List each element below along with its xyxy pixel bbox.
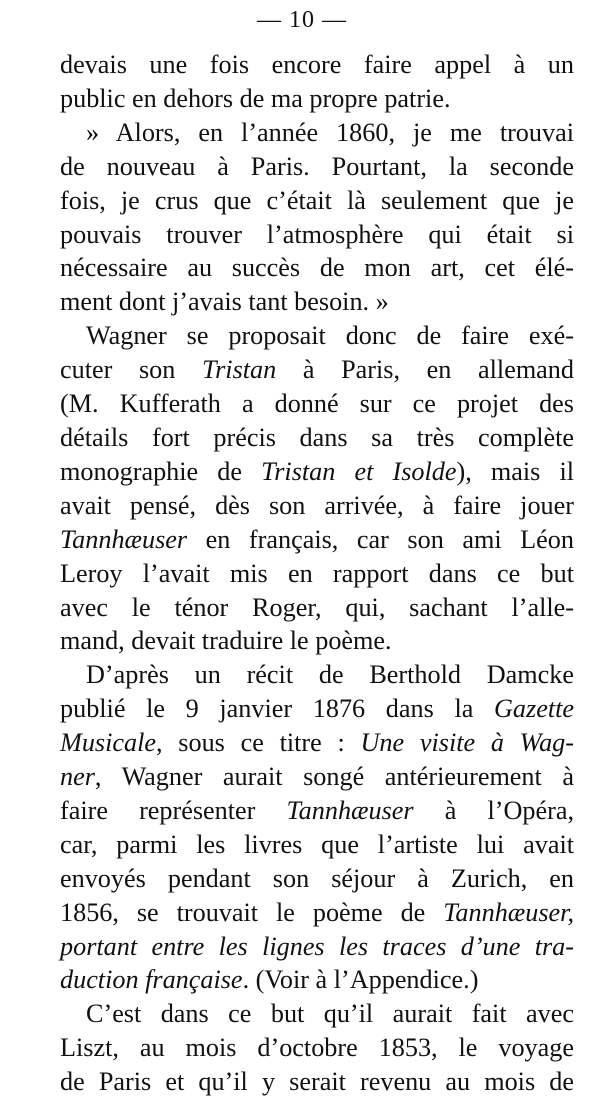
text-segment: fois, je crus que c’était là seulement que je xyxy=(60,185,574,215)
text-segment: à Paris, en allemand xyxy=(276,355,574,385)
text-segment: nécessaire au succès de mon art, cet élé- xyxy=(60,253,574,283)
text-line xyxy=(60,726,574,760)
italic-text: Tannhæuser xyxy=(286,795,414,825)
text-segment: (M. Kufferath a donné sur ce projet des xyxy=(60,389,574,419)
text-line xyxy=(60,557,574,591)
text-segment: , Wagner aurait songé antérieurement à xyxy=(94,762,574,792)
text-line xyxy=(60,319,574,353)
text-line xyxy=(60,387,574,421)
text-segment: à l’Opéra, xyxy=(413,795,574,825)
text-segment: 1856, se trouvait le poème de xyxy=(60,897,444,927)
text-line xyxy=(60,251,574,285)
text-segment: . (Voir à l’Appendice.) xyxy=(242,965,479,995)
italic-text: Tristan xyxy=(201,355,277,385)
text-segment: Liszt, au mois d’octobre 1853, le voyage xyxy=(60,1033,574,1063)
text-line xyxy=(60,82,574,116)
italic-text: duction française xyxy=(60,965,243,995)
text-line xyxy=(60,523,574,557)
text-segment: D’après un récit de Berthold Damcke xyxy=(86,660,574,690)
text-line xyxy=(60,48,574,82)
text-line xyxy=(60,150,574,184)
text-line xyxy=(60,489,574,523)
italic-text: Musicale xyxy=(60,728,156,758)
italic-text: portant entre les lignes les traces d’une tra- xyxy=(60,931,574,961)
text-segment: avait pensé, dès son arrivée, à faire jouer xyxy=(60,490,574,520)
text-line xyxy=(60,455,574,489)
text-line xyxy=(60,896,574,930)
text-segment: détails fort précis dans sa très complète xyxy=(60,422,574,452)
text-segment: C’est dans ce but qu’il aurait fait avec xyxy=(86,999,574,1029)
text-line xyxy=(60,658,574,692)
text-segment: ), mais il xyxy=(456,456,575,486)
text-segment: public en dehors de ma propre patrie. xyxy=(60,83,451,113)
text-line xyxy=(60,760,574,794)
text-line xyxy=(60,285,574,319)
text-segment: avec le ténor Roger, qui, sachant l’alle- xyxy=(60,592,574,622)
body-text xyxy=(60,48,574,1099)
text-segment: publié le 9 janvier 1876 dans la xyxy=(60,694,494,724)
text-line xyxy=(60,116,574,150)
text-line xyxy=(60,794,574,828)
text-segment: Wagner se proposait donc de faire exé- xyxy=(86,321,574,351)
text-segment: envoyés pendant son séjour à Zurich, en xyxy=(60,863,574,893)
italic-text: Une visite à Wag- xyxy=(360,728,574,758)
text-line xyxy=(60,997,574,1031)
text-line xyxy=(60,624,574,658)
text-segment: pouvais trouver l’atmosphère qui était si xyxy=(60,219,574,249)
text-line xyxy=(60,591,574,625)
text-line xyxy=(60,692,574,726)
text-segment: de nouveau à Paris. Pourtant, la seconde xyxy=(60,151,574,181)
text-line xyxy=(60,862,574,896)
text-line xyxy=(60,218,574,252)
text-segment: de Paris et qu’il y serait revenu au mois de xyxy=(60,1067,574,1097)
text-segment: » Alors, en l’année 1860, je me trouvai xyxy=(86,117,574,147)
italic-text: ner xyxy=(60,762,95,792)
text-segment: cuter son xyxy=(60,355,202,385)
italic-text: Gazette xyxy=(494,694,574,724)
italic-text: Tannhæuser, xyxy=(443,897,574,927)
text-segment: Leroy l’avait mis en rapport dans ce but xyxy=(60,558,574,588)
italic-text: Tannhæuser xyxy=(60,524,188,554)
text-line xyxy=(60,828,574,862)
text-line xyxy=(60,1031,574,1065)
text-segment: monographie de xyxy=(60,456,262,486)
italic-text: Tristan et Isolde xyxy=(261,456,457,486)
text-segment: devais une fois encore faire appel à un xyxy=(60,50,574,79)
text-segment: ment dont j’avais tant besoin. » xyxy=(60,287,389,317)
text-segment: faire représenter xyxy=(60,795,287,825)
text-line xyxy=(60,184,574,218)
text-line xyxy=(60,1065,574,1099)
text-line xyxy=(60,353,574,387)
text-segment: , sous ce titre : xyxy=(156,728,361,758)
text-segment: mand, devait traduire le poème. xyxy=(60,626,392,656)
page-number: — 10 — xyxy=(257,7,347,33)
text-line xyxy=(60,930,574,964)
text-segment: car, parmi les livres que l’artiste lui avait xyxy=(60,829,574,859)
text-segment: en français, car son ami Léon xyxy=(187,524,574,554)
text-line xyxy=(60,421,574,455)
text-line xyxy=(60,963,574,997)
